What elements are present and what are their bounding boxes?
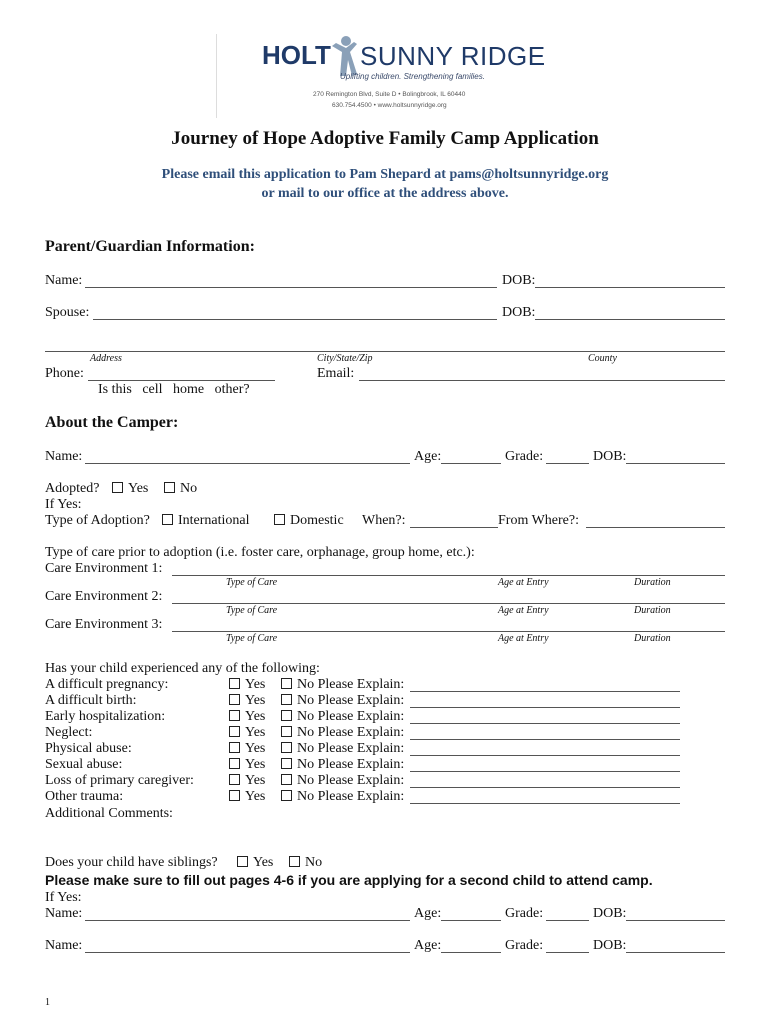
option-label: No [180, 481, 198, 496]
sibling-2-dob-field[interactable] [626, 952, 725, 953]
option-label: Domestic [290, 513, 344, 528]
camper-age-label: Age: [414, 449, 442, 464]
camper-name-label: Name: [45, 449, 83, 464]
experience-yes-option[interactable] [229, 757, 265, 773]
adopted-yes-option[interactable] [112, 481, 148, 497]
sibling-2-name-field[interactable] [85, 952, 410, 953]
from-where-label: From Where?: [498, 513, 579, 528]
email-field[interactable] [359, 380, 725, 381]
checkbox-icon[interactable] [229, 758, 240, 769]
sibling-1-grade-field[interactable] [546, 920, 589, 921]
duration-caption: Duration [634, 605, 671, 616]
spouse-name-field[interactable] [93, 319, 497, 320]
option-label: Yes [128, 481, 149, 496]
domestic-option[interactable] [274, 513, 344, 529]
care-env-1-label: Care Environment 1: [45, 561, 163, 576]
siblings-no-option[interactable] [289, 855, 322, 871]
spouse-dob-label: DOB: [502, 305, 536, 320]
second-child-notice: Please make sure to fill out pages 4-6 if you are applying for a second child to attend camp. [45, 872, 653, 888]
phone-type-prompt: Is this cell home other? [98, 382, 250, 397]
option-label: No Please Explain: [297, 773, 405, 788]
experience-label: A difficult birth: [45, 693, 137, 708]
option-label: International [178, 513, 250, 528]
checkbox-icon[interactable] [281, 742, 292, 753]
option-label: Yes [253, 855, 274, 870]
checkbox-icon[interactable] [164, 482, 175, 493]
brand-sunny-ridge: SUNNY RIDGE [360, 41, 546, 71]
camper-section-heading: About the Camper: [45, 414, 179, 431]
age-at-entry-caption: Age at Entry [498, 605, 549, 616]
checkbox-icon[interactable] [162, 514, 173, 525]
logo-contact: 630.754.4500 • www.holtsunnyridge.org [332, 102, 447, 109]
checkbox-icon[interactable] [281, 694, 292, 705]
option-label: No Please Explain: [297, 741, 405, 756]
siblings-yes-option[interactable] [237, 855, 273, 871]
sibling-2-name-label: Name: [45, 938, 83, 953]
additional-comments-label: Additional Comments: [45, 806, 173, 821]
care-env-2-label: Care Environment 2: [45, 589, 163, 604]
experience-label: Neglect: [45, 725, 93, 740]
checkbox-icon[interactable] [229, 710, 240, 721]
type-of-care-caption: Type of Care [226, 605, 278, 616]
duration-caption: Duration [634, 577, 671, 588]
experience-label: Early hospitalization: [45, 709, 166, 724]
option-label: No Please Explain: [297, 725, 405, 740]
explain-field[interactable] [410, 723, 680, 724]
experience-yes-option[interactable] [229, 773, 265, 789]
when-label: When?: [362, 513, 406, 528]
when-field[interactable] [410, 527, 498, 528]
page-title: Journey of Hope Adoptive Family Camp Application [171, 128, 599, 149]
experience-yes-option[interactable] [229, 709, 265, 725]
experience-no-option[interactable] [281, 757, 404, 773]
care-env-3-field[interactable] [172, 631, 725, 632]
sibling-2-age-field[interactable] [441, 952, 501, 953]
sibling-1-dob-label: DOB: [593, 906, 627, 921]
experience-yes-option[interactable] [229, 693, 265, 709]
option-label: Yes [245, 709, 266, 724]
checkbox-icon[interactable] [229, 678, 240, 689]
experience-label: Physical abuse: [45, 741, 132, 756]
sibling-2-age-label: Age: [414, 938, 442, 953]
checkbox-icon[interactable] [281, 710, 292, 721]
option-label: No Please Explain: [297, 693, 405, 708]
checkbox-icon[interactable] [281, 790, 292, 801]
type-of-care-caption: Type of Care [226, 633, 278, 644]
care-env-1-field[interactable] [172, 575, 725, 576]
experience-no-option[interactable] [281, 773, 404, 789]
experience-label: A difficult pregnancy: [45, 677, 169, 692]
explain-field[interactable] [410, 707, 680, 708]
sibling-1-age-label: Age: [414, 906, 442, 921]
option-label: Yes [245, 725, 266, 740]
option-label: No Please Explain: [297, 677, 405, 692]
checkbox-icon[interactable] [229, 726, 240, 737]
experience-label: Sexual abuse: [45, 757, 123, 772]
sibling-1-name-label: Name: [45, 906, 83, 921]
experience-yes-option[interactable] [229, 789, 265, 805]
care-prompt: Type of care prior to adoption (i.e. foster care, orphanage, group home, etc.): [45, 545, 475, 560]
duration-caption: Duration [634, 633, 671, 644]
siblings-question: Does your child have siblings? [45, 855, 218, 870]
if-yes-label: If Yes: [45, 497, 82, 512]
checkbox-icon[interactable] [281, 774, 292, 785]
sibling-2-dob-label: DOB: [593, 938, 627, 953]
adopted-no-option[interactable] [164, 481, 197, 497]
parent-dob-label: DOB: [502, 273, 536, 288]
type-of-care-caption: Type of Care [226, 577, 278, 588]
experience-no-option[interactable] [281, 709, 404, 725]
checkbox-icon[interactable] [112, 482, 123, 493]
phone-label: Phone: [45, 366, 84, 381]
international-option[interactable] [162, 513, 250, 529]
city-caption: City/State/Zip [317, 353, 373, 364]
option-label: Yes [245, 741, 266, 756]
parent-name-label: Name: [45, 273, 83, 288]
camper-name-field[interactable] [85, 463, 410, 464]
explain-field[interactable] [410, 803, 680, 804]
experience-label: Loss of primary caregiver: [45, 773, 194, 788]
address-caption: Address [90, 353, 122, 364]
checkbox-icon[interactable] [237, 856, 248, 867]
explain-field[interactable] [410, 739, 680, 740]
experience-no-option[interactable] [281, 725, 404, 741]
experience-yes-option[interactable] [229, 725, 265, 741]
sibling-1-name-field[interactable] [85, 920, 410, 921]
experience-no-option[interactable] [281, 693, 404, 709]
checkbox-icon[interactable] [281, 758, 292, 769]
parent-name-field[interactable] [85, 287, 497, 288]
option-label: No Please Explain: [297, 757, 405, 772]
instructions-line-1: Please email this application to Pam Shepard at pams@holtsunnyridge.org [161, 167, 609, 182]
experience-no-option[interactable] [281, 789, 404, 805]
care-env-3-label: Care Environment 3: [45, 617, 163, 632]
checkbox-icon[interactable] [274, 514, 285, 525]
logo-address: 270 Remington Blvd, Suite D • Bolingbrook, IL 60440 [313, 91, 466, 98]
adoption-type-label: Type of Adoption? [45, 513, 150, 528]
sibling-1-grade-label: Grade: [505, 906, 544, 921]
experience-label: Other trauma: [45, 789, 124, 804]
camper-grade-label: Grade: [505, 449, 544, 464]
camper-age-field[interactable] [441, 463, 501, 464]
option-label: No [305, 855, 323, 870]
checkbox-icon[interactable] [289, 856, 300, 867]
phone-field[interactable] [88, 380, 275, 381]
address-field[interactable] [45, 351, 725, 352]
option-label: Yes [245, 693, 266, 708]
care-env-2-field[interactable] [172, 603, 725, 604]
sibling-2-grade-label: Grade: [505, 938, 544, 953]
experience-no-option[interactable] [281, 677, 404, 693]
checkbox-icon[interactable] [229, 694, 240, 705]
logo-tagline: Uplifting children. Strengthening families. [340, 72, 485, 81]
checkbox-icon[interactable] [281, 678, 292, 689]
explain-field[interactable] [410, 771, 680, 772]
experience-yes-option[interactable] [229, 741, 265, 757]
camper-dob-field[interactable] [626, 463, 725, 464]
option-label: Yes [245, 789, 266, 804]
explain-field[interactable] [410, 691, 680, 692]
parent-dob-field[interactable] [535, 287, 725, 288]
adopted-label: Adopted? [45, 481, 100, 496]
email-label: Email: [317, 366, 355, 381]
option-label: Yes [245, 757, 266, 772]
checkbox-icon[interactable] [229, 790, 240, 801]
camper-grade-field[interactable] [546, 463, 589, 464]
checkbox-icon[interactable] [229, 742, 240, 753]
from-where-field[interactable] [586, 527, 725, 528]
option-label: Yes [245, 677, 266, 692]
option-label: Yes [245, 773, 266, 788]
sibling-2-grade-field[interactable] [546, 952, 589, 953]
checkbox-icon[interactable] [281, 726, 292, 737]
spouse-dob-field[interactable] [535, 319, 725, 320]
experience-prompt: Has your child experienced any of the following: [45, 661, 320, 676]
explain-field[interactable] [410, 755, 680, 756]
option-label: No Please Explain: [297, 709, 405, 724]
camper-dob-label: DOB: [593, 449, 627, 464]
experience-yes-option[interactable] [229, 677, 265, 693]
experience-no-option[interactable] [281, 741, 404, 757]
age-at-entry-caption: Age at Entry [498, 633, 549, 644]
age-at-entry-caption: Age at Entry [498, 577, 549, 588]
sibling-1-dob-field[interactable] [626, 920, 725, 921]
spouse-label: Spouse: [45, 305, 90, 320]
parent-section-heading: Parent/Guardian Information: [45, 238, 255, 255]
siblings-if-yes: If Yes: [45, 890, 82, 905]
instructions-line-2: or mail to our office at the address above. [261, 186, 509, 201]
county-caption: County [588, 353, 617, 364]
brand-holt: HOLT [262, 40, 331, 70]
sibling-1-age-field[interactable] [441, 920, 501, 921]
page-number: 1 [45, 997, 50, 1008]
explain-field[interactable] [410, 787, 680, 788]
option-label: No Please Explain: [297, 789, 405, 804]
checkbox-icon[interactable] [229, 774, 240, 785]
